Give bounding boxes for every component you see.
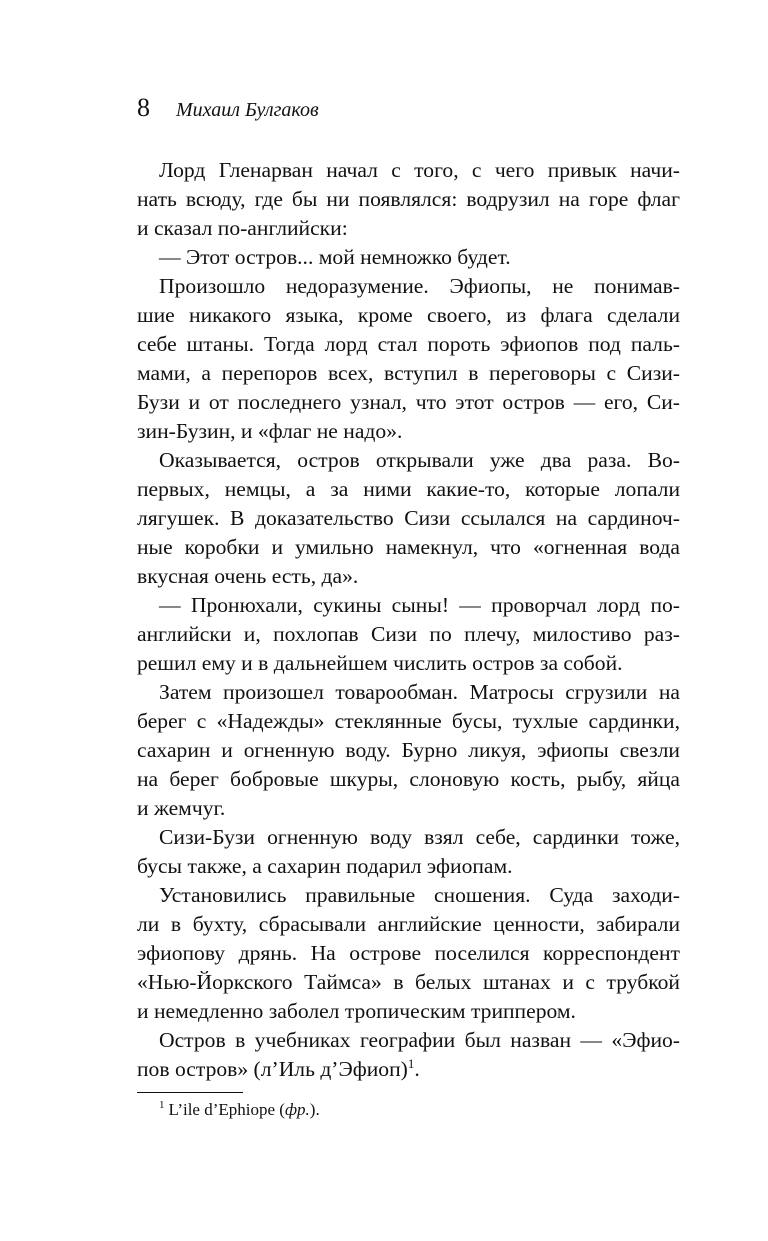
text-line: решил ему и в дальнейшем числить остров за собой.	[137, 651, 623, 675]
text-line: первых, немцы, а за ними какие-то, которые лопали	[137, 477, 680, 501]
text-line: эфиопову дрянь. На острове поселился корреспондент	[137, 941, 680, 965]
text-line-final	[137, 1055, 680, 1084]
footnote-divider	[137, 1092, 243, 1093]
running-head	[137, 92, 319, 124]
text-line: и немедленно заболел тропическим триппером.	[137, 999, 576, 1023]
text-line: лягушек. В доказательство Сизи ссылался на сардиноч-	[137, 506, 680, 530]
footnote-marker: 1	[159, 1099, 165, 1112]
text-line: берег с «Надежды» стеклянные бусы, тухлые сардинки,	[137, 709, 680, 733]
text-line: Бузи и от последнего узнал, что этот остров — его, Си-	[137, 390, 680, 414]
text-line: Остров в учебниках географии был назван — «Эфио-	[159, 1028, 680, 1052]
final-line-period: .	[414, 1057, 420, 1081]
text-line: Произошло недоразумение. Эфиопы, не понимав-	[159, 274, 680, 298]
text-line: мами, а перепоров всех, вступил в переговоры с Сизи-	[137, 361, 680, 385]
text-line: вкусная очень есть, да».	[137, 564, 359, 588]
text-line: Затем произошел товарообман. Матросы сгрузили на	[159, 680, 680, 704]
footnote-reference[interactable]: 1	[407, 1055, 415, 1071]
text-line: — Этот остров... мой немножко будет.	[159, 245, 511, 269]
footnote-language-abbr: фр.	[284, 1100, 310, 1119]
text-line: и сказал по-английски:	[137, 216, 348, 240]
body-text	[137, 156, 680, 1084]
text-line: и жемчуг.	[137, 796, 226, 820]
page-number: 8	[137, 93, 150, 122]
text-line: Установились правильные сношения. Суда заходи-	[159, 883, 680, 907]
text-line: нать всюду, где бы ни появлялся: водрузил на горе флаг	[137, 187, 680, 211]
footnote-text: L’ile d’Ephiope (	[168, 1100, 285, 1119]
final-line-text: пов остров» (л’Иль д’Эфиоп)	[137, 1057, 408, 1081]
text-line: — Пронюхали, сукины сыны! — проворчал лорд по-	[159, 593, 680, 617]
text-line: бусы также, а сахарин подарил эфиопам.	[137, 854, 513, 878]
text-line: «Нью-Йоркского Таймса» в белых штанах и с трубкой	[137, 970, 680, 994]
text-line: себе штаны. Тогда лорд стал пороть эфиопов под паль-	[137, 332, 680, 356]
author-name: Михаил Булгаков	[176, 99, 319, 121]
text-line: ли в бухту, сбрасывали английские ценности, забирали	[137, 912, 680, 936]
text-line: на берег бобровые шкуры, слоновую кость, рыбу, яйца	[137, 767, 680, 791]
text-line: английски и, похлопав Сизи по плечу, милостиво раз-	[137, 622, 680, 646]
footnote-closing: ).	[309, 1100, 320, 1119]
footnote	[159, 1098, 320, 1122]
text-line: Лорд Гленарван начал с того, с чего привык начи-	[159, 158, 680, 182]
text-line: шие никакого языка, кроме своего, из флага сделали	[137, 303, 680, 327]
text-line: сахарин и огненную воду. Бурно ликуя, эфиопы свезли	[137, 738, 680, 762]
text-line: ные коробки и умильно намекнул, что «огненная вода	[137, 535, 680, 559]
text-line: Сизи-Бузи огненную воду взял себе, сардинки тоже,	[159, 825, 680, 849]
text-line: зин-Бузин, и «флаг не надо».	[137, 419, 403, 443]
text-line: Оказывается, остров открывали уже два раза. Во-	[159, 448, 680, 472]
